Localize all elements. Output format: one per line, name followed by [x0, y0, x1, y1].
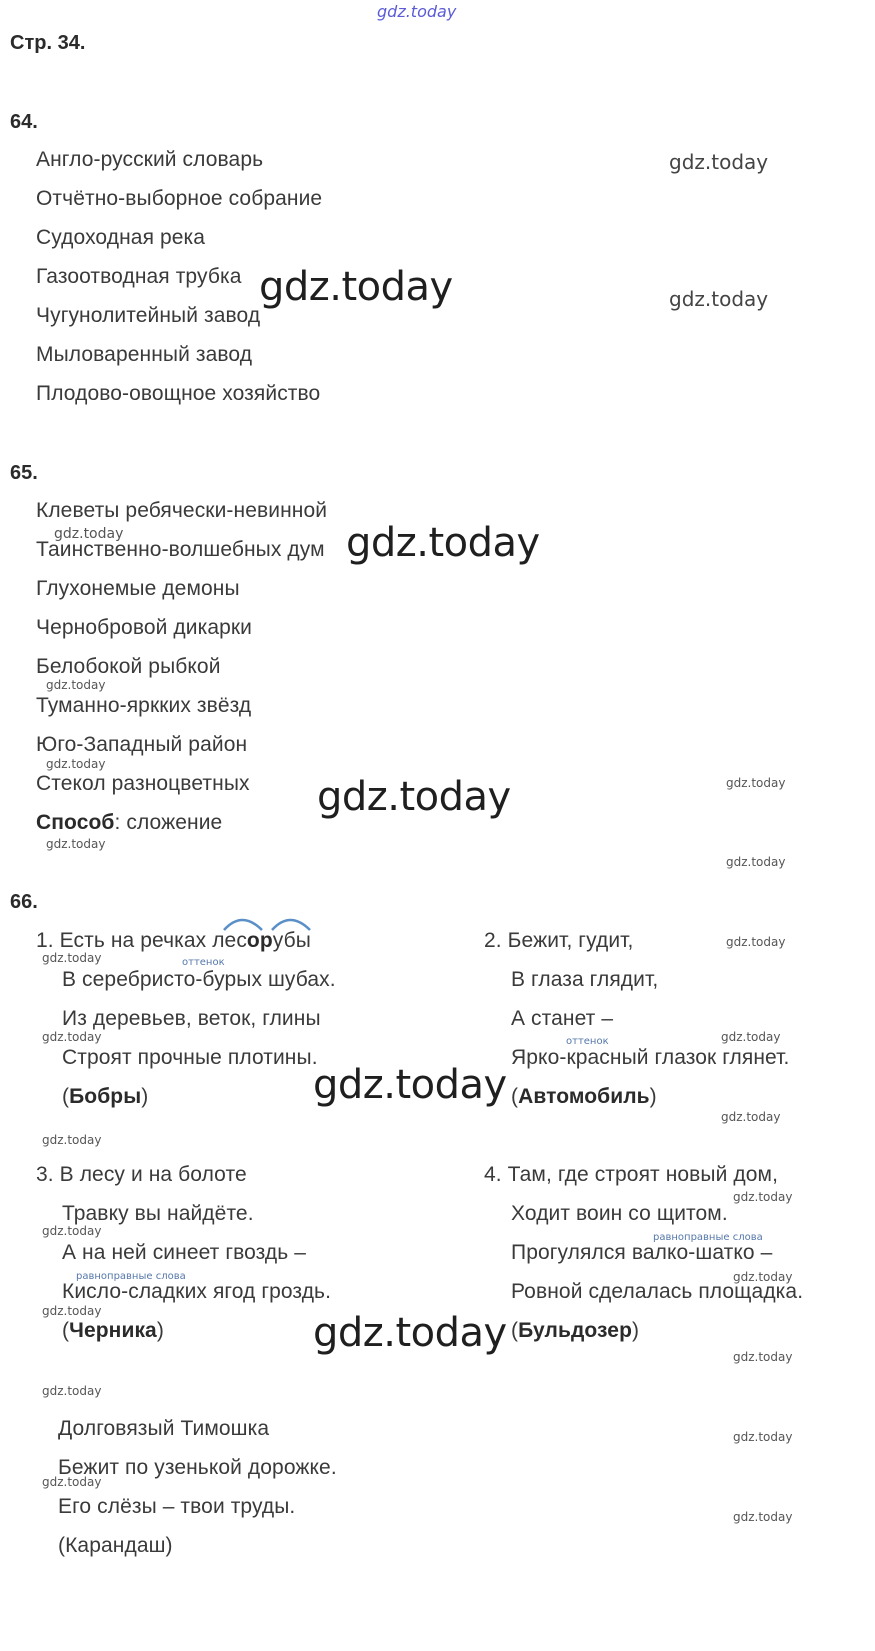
- page-label: Стр. 34.: [10, 32, 86, 54]
- note-label: оттенок: [182, 957, 225, 968]
- watermark: gdz.today: [726, 776, 786, 790]
- watermark: gdz.today: [733, 1510, 793, 1524]
- riddle-2-line: А станет –: [511, 1007, 614, 1030]
- ex64-line: Газоотводная трубка: [36, 265, 242, 288]
- watermark: gdz.today: [726, 935, 786, 949]
- watermark: gdz.today: [669, 150, 769, 174]
- ex65-line: Таинственно-волшебных дум: [36, 538, 325, 561]
- riddle-1-line: [36, 929, 311, 953]
- note-label: равноправные слова: [653, 1232, 763, 1243]
- answer: Бульдозер: [518, 1319, 633, 1342]
- riddle-5-line: Его слёзы – твои труды.: [58, 1495, 296, 1518]
- riddle-1-line: В серебристо-бурых шубах.: [62, 968, 336, 991]
- watermark: gdz.today: [42, 1224, 102, 1238]
- watermark: gdz.today: [313, 1062, 507, 1108]
- watermark: gdz.today: [726, 855, 786, 869]
- watermark: gdz.today: [42, 1304, 102, 1318]
- watermark: gdz.today: [669, 287, 769, 311]
- riddle-5-answer: (Карандаш): [58, 1534, 173, 1557]
- exercise-64-number: 64.: [10, 111, 38, 133]
- exercise-66-number: 66.: [10, 891, 38, 913]
- watermark: gdz.today: [54, 526, 124, 542]
- watermark: gdz.today: [42, 1384, 102, 1398]
- watermark: gdz.today: [259, 264, 453, 310]
- ex64-line: Англо-русский словарь: [36, 148, 264, 171]
- riddle-connecting-vowels: ор: [246, 929, 273, 952]
- riddle-text: убы: [272, 929, 311, 952]
- watermark: gdz.today: [721, 1110, 781, 1124]
- riddle-text: 1. Есть на речках лес: [36, 929, 247, 952]
- riddle-2-answer: (Автомобиль): [511, 1085, 657, 1108]
- watermark: gdz.today: [42, 1133, 102, 1147]
- watermark: gdz.today: [313, 1310, 507, 1356]
- ex65-line: Клеветы ребячески-невинной: [36, 499, 328, 522]
- riddle-4-line: Ровной сделалась площадка.: [511, 1280, 804, 1303]
- method-label: Способ: [36, 811, 115, 834]
- riddle-2-line: Ярко-красный глазок глянет.: [511, 1046, 790, 1069]
- note-label: равноправные слова: [76, 1271, 186, 1282]
- riddle-3-line: Травку вы найдёте.: [62, 1202, 254, 1225]
- answer: Черника: [69, 1319, 157, 1342]
- answer: Автомобиль: [518, 1085, 650, 1108]
- watermark: gdz.today: [733, 1430, 793, 1444]
- watermark: gdz.today: [46, 678, 106, 692]
- note-label: оттенок: [566, 1036, 609, 1047]
- riddle-4-answer: (Бульдозер): [511, 1319, 640, 1342]
- riddle-4-line: Прогулялся валко-шатко –: [511, 1241, 773, 1264]
- ex64-line: Отчётно-выборное собрание: [36, 187, 323, 210]
- riddle-5-line: Бежит по узенькой дорожке.: [58, 1456, 337, 1479]
- riddle-1-line: Из деревьев, веток, глины: [62, 1007, 321, 1030]
- ex65-line: Туманно-яркких звёзд: [36, 694, 252, 717]
- ex65-line: Стекол разноцветных: [36, 772, 250, 795]
- watermark: gdz.today: [42, 951, 102, 965]
- watermark: gdz.today: [346, 520, 540, 566]
- watermark: gdz.today: [733, 1190, 793, 1204]
- riddle-2-line: В глаза глядит,: [511, 968, 659, 991]
- riddle-3-answer: (Черника): [62, 1319, 164, 1342]
- riddle-4-line: 4. Там, где строят новый дом,: [484, 1163, 778, 1186]
- riddle-5-line: Долговязый Тимошка: [58, 1417, 270, 1440]
- riddle-3-line: Кисло-сладких ягод гроздь.: [62, 1280, 332, 1303]
- answer: Бобры: [69, 1085, 142, 1108]
- ex65-method: [36, 811, 222, 835]
- riddle-1-answer: (Бобры): [62, 1085, 149, 1108]
- watermark: gdz.today: [733, 1270, 793, 1284]
- ex65-line: Чернобровой дикарки: [36, 616, 252, 639]
- watermark-top: gdz.today: [377, 2, 457, 21]
- watermark: gdz.today: [317, 774, 511, 820]
- riddle-2-line: 2. Бежит, гудит,: [484, 929, 634, 952]
- watermark: gdz.today: [733, 1350, 793, 1364]
- exercise-65-number: 65.: [10, 462, 38, 484]
- ex65-line: Белобокой рыбкой: [36, 655, 221, 678]
- method-value: : сложение: [114, 811, 223, 834]
- ex65-line: Юго-Западный район: [36, 733, 248, 756]
- watermark: gdz.today: [46, 757, 106, 771]
- ex65-line: Глухонемые демоны: [36, 577, 240, 600]
- ex64-line: Чугунолитейный завод: [36, 304, 261, 327]
- watermark: gdz.today: [46, 837, 106, 851]
- riddle-4-line: Ходит воин со щитом.: [511, 1202, 728, 1225]
- riddle-3-line: А на ней синеет гвоздь –: [62, 1241, 307, 1264]
- riddle-1-line: Строят прочные плотины.: [62, 1046, 318, 1069]
- riddle-3-line: 3. В лесу и на болоте: [36, 1163, 247, 1186]
- watermark: gdz.today: [42, 1030, 102, 1044]
- ex64-line: Судоходная река: [36, 226, 206, 249]
- ex64-line: Мыловаренный завод: [36, 343, 253, 366]
- watermark: gdz.today: [42, 1475, 102, 1489]
- ex64-line: Плодово-овощное хозяйство: [36, 382, 321, 405]
- watermark: gdz.today: [721, 1030, 781, 1044]
